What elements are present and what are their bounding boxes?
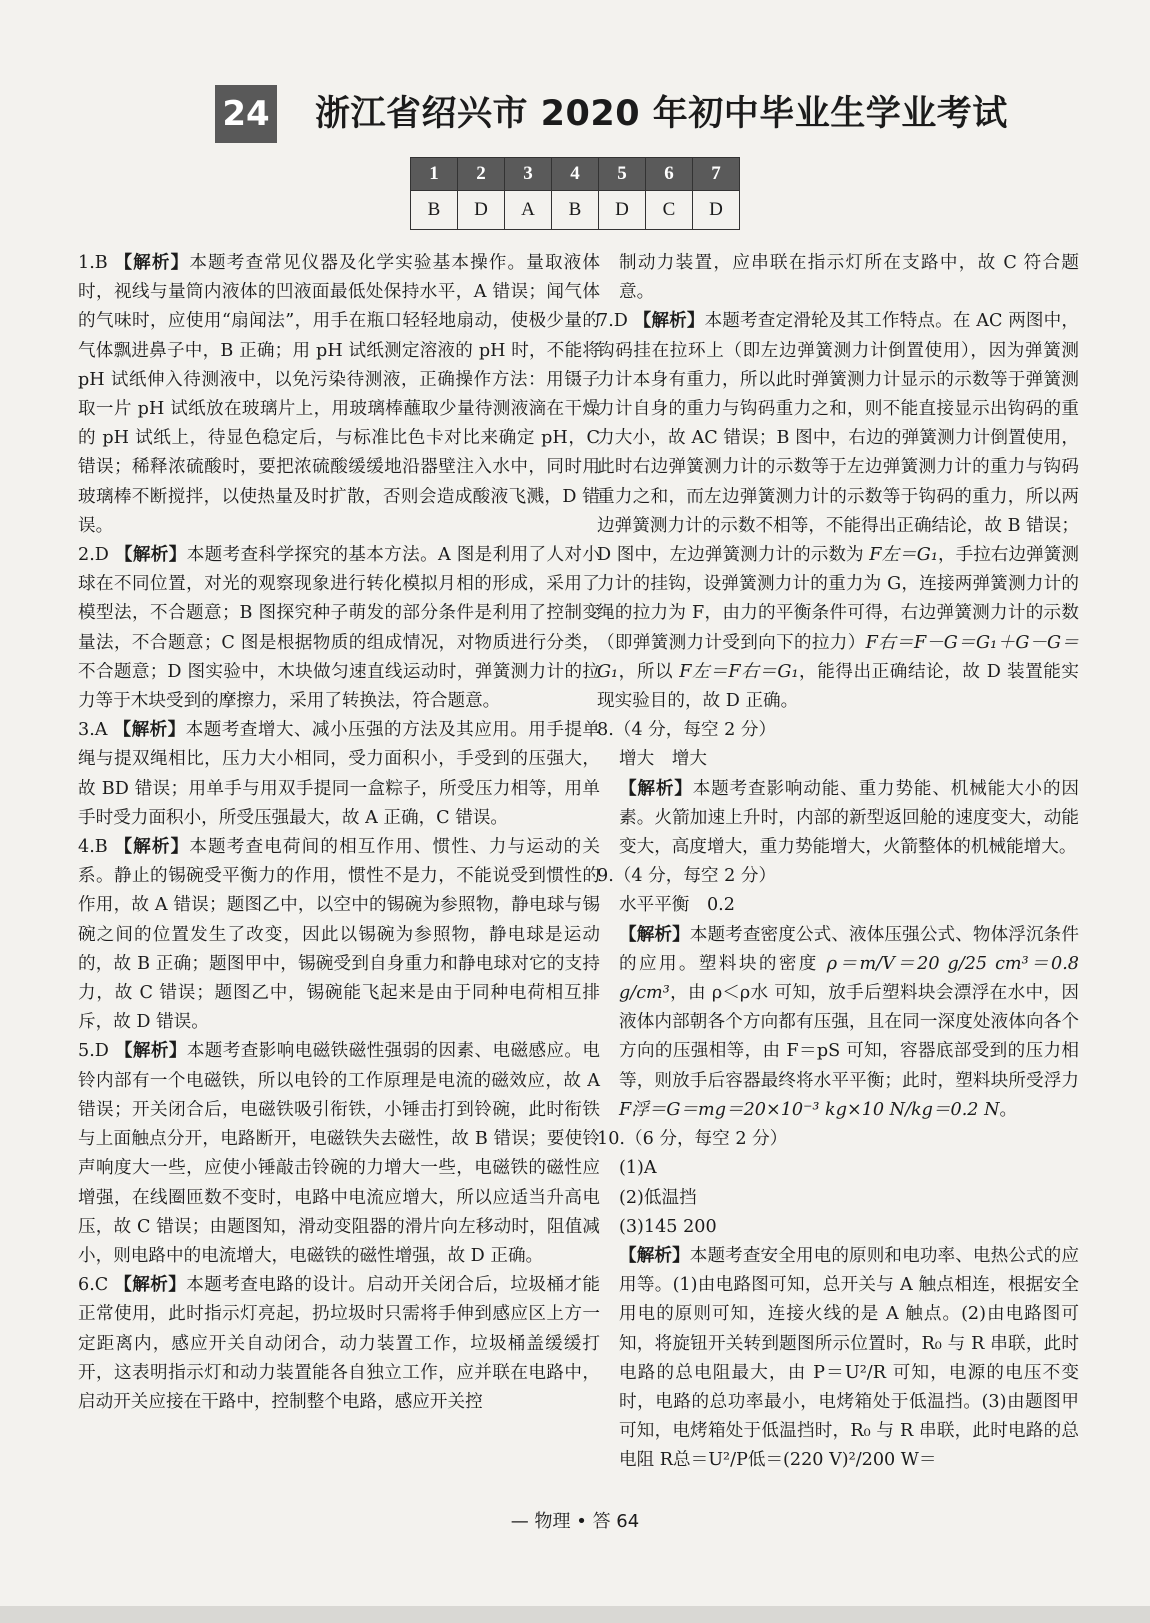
question-number: 4: [552, 158, 599, 191]
item-answer-line: (1)A: [619, 1158, 657, 1179]
analysis-text: 。: [999, 1099, 1018, 1120]
item-answer-line: (3)145 200: [619, 1216, 717, 1237]
analysis-text: 本题考查影响电磁铁磁性强弱的因素、电磁感应。电铃内部有一个电磁铁，所以电铃的工作原理是电流的磁效应，故 A 错误；开关闭合后，电磁铁吸引衔铁，小锤击打到铃碗，此时衔铁与上面触点分开，电路断开，电磁铁失去磁性，故 B 错误；要使铃声响度大一些，应使小锤敲击铃碗的力增大一些，电磁铁的磁性应增强，在线圈匝数不变时，电路中电流应增大，所以应适当升高电压，故 C 错误；由题图知，滑动变阻器的滑片向左移动时，阻值减小，则电路中的电流增大，电磁铁的磁性增强，故 D 正确。: [78, 1041, 600, 1266]
analysis-tag: 【解析】: [113, 720, 186, 741]
analysis-text: 本题考查科学探究的基本方法。A 图是利用了人对小球在不同位置，对光的观察现象进行转化模拟月相的形成，采用了模型法，不合题意；B 图探究种子萌发的部分条件是利用了控制变量法，不合题意；C 图是根据物质的组成情况，对物质进行分类，不合题意；D 图实验中，木块做匀速直线运动时，弹簧测力计的拉力等于木块受到的摩擦力，采用了转换法，符合题意。: [78, 545, 600, 712]
analysis-text: 本题考查安全用电的原则和电功率、电热公式的应用等。(1)由电路图可知，总开关与 A 触点相连，根据安全用电的原则可知，连接火线的是 A 触点。(2)由电路图可知，将旋钮开关转到题图所示位置时，R₀ 与 R 串联，此时电路的总电阻最大，由 P＝U²/R 可知，电源的电压不变时，电路的总功率最小，电烤箱处于低温挡。(3)由题图甲可知，电烤箱处于低温挡时，R₀ 与 R 串联，此时电路的总电阻 R总＝U²/P低＝(220 V)²/200 W＝: [619, 1245, 1079, 1471]
item-number: 1.: [78, 253, 95, 273]
answer-table-answer-row: [411, 191, 740, 230]
question-number: 1: [411, 158, 458, 191]
analysis-text: 本题考查常见仪器及化学实验基本操作。量取液体时，视线与量筒内液体的凹液面最低处保持水平，A 错误；闻气体的气味时，应使用“扇闻法”，用手在瓶口轻轻地扇动，使极少量的气体飘进鼻子中，B 正确；用 pH 试纸测定溶液的 pH 时，不能将 pH 试纸伸入待测液中，以免污染待测液，正确操作方法：用镊子取一片 pH 试纸放在玻璃片上，用玻璃棒蘸取少量待测液滴在干燥的 pH 试纸上，待显色稳定后，与标准比色卡对比来确定 pH，C 错误；稀释浓硫酸时，要把浓硫酸缓缓地沿器壁注入水中，同时用玻璃棒不断搅拌，以使热量及时扩散，否则会造成酸液飞溅，D 错误。: [78, 253, 600, 536]
analysis-text: ，所以: [618, 661, 680, 682]
formula-f-equal: F左＝F右＝G₁: [679, 661, 799, 682]
analysis-tag: 【解析】: [619, 1245, 690, 1266]
answer-cell: D: [458, 191, 505, 230]
answer-item-1: [78, 249, 600, 541]
formula-density: ρ＝m/V＝20 g/25 cm³＝0.8 g/cm³: [619, 953, 1079, 1004]
analysis-tag: 【解析】: [114, 1041, 187, 1062]
answer-table: [410, 157, 740, 230]
item-answer: B: [94, 253, 115, 273]
item-score: （4 分，每空 2 分）: [613, 866, 777, 887]
question-number: 5: [599, 158, 646, 191]
analysis-tag: 【解析】: [114, 545, 187, 566]
analysis-text: 本题考查影响动能、重力势能、机械能大小的因素。火箭加速上升时，内部的新型返回舱的速度变大，动能变大，高度增大，重力势能增大，火箭整体的机械能增大。: [619, 778, 1079, 858]
analysis-text: 本题考查电荷间的相互作用、惯性、力与运动的关系。静止的锡碗受平衡力的作用，惯性不是力，不能说受到惯性的作用，故 A 错误；题图乙中，以空中的锡碗为参照物，静电球与锡碗之间的位置发生了改变，因此以锡碗为参照物，静电球是运动的，故 B 正确；题图甲中，锡碗受到自身重力和静电球对它的支持力，故 C 错误；题图乙中，锡碗能飞起来是由于同种电荷相互排斥，故 D 错误。: [78, 837, 600, 1033]
answer-cell: A: [505, 191, 552, 230]
analysis-tag: 【解析】: [114, 837, 190, 858]
scan-edge: [0, 1606, 1150, 1623]
item-score: （4 分，每空 2 分）: [613, 720, 777, 741]
answer-item-10: [597, 1125, 1079, 1154]
analysis-text: 本题考查密度公式、液体压强公式、物体浮沉条件的应用。塑料块的密度: [619, 924, 1079, 974]
right-column: [597, 249, 1079, 1476]
analysis-tag: 【解析】: [114, 1275, 187, 1296]
analysis-text: 本题考查电路的设计。启动开关闭合后，垃圾桶才能正常使用，此时指示灯亮起，扔垃圾时只需将手伸到感应区上方一定距离内，感应开关自动闭合，动力装置工作，垃圾桶盖缓缓打开，这表明指示灯和动力装置能各自独立工作，应并联在电路中，启动开关应接在干路中，控制整个电路，感应开关控: [78, 1275, 600, 1412]
analysis-text: 本题考查定滑轮及其工作特点。在 AC 两图中，钩码挂在拉环上（即左边弹簧测力计倒置使用），因为弹簧测力计本身有重力，所以此时弹簧测力计显示的示数等于弹簧测力计自身的重力与钩码重力之和，则不能直接显示出钩码的重力大小，故 AC 错误；B 图中，右边的弹簧测力计倒置使用，此时右边弹簧测力计的示数等于左边弹簧测力计的重力与钩码重力之和，而左边弹簧测力计的示数等于钩码的重力，所以两边弹簧测力计的示数不相等，不能得出正确结论，故 B 错误；D 图中，左边弹簧测力计的示数为: [597, 311, 1079, 566]
analysis-text: ，由 ρ＜ρ水 可知，放手后塑料块会漂浮在水中，因液体内部朝各个方向都有压强，且在同一深度处液体向各个方向的压强相等，由 F＝pS 可知，容器底部受到的压力相等，则放手后容器最终将水平平衡；此时，塑料块所受浮力: [619, 983, 1079, 1091]
answer-item-9-analysis: [597, 921, 1079, 1125]
answer-item-10-analysis: [597, 1242, 1079, 1476]
item-answer: B: [94, 837, 115, 858]
formula-f-left: F左＝G₁: [869, 545, 938, 566]
answer-item-8: [597, 716, 1079, 745]
answer-item-6-continued: 制动力装置，应串联在指示灯所在支路中，故 C 符合题意。: [619, 253, 1079, 303]
answer-cell: B: [411, 191, 458, 230]
left-column: [78, 249, 600, 1417]
answer-cell: D: [693, 191, 740, 230]
answer-item-4: [78, 833, 600, 1037]
item-answer: D: [94, 545, 115, 566]
answer-item-8-analysis: [597, 775, 1079, 863]
page-footer: — 物理 • 答 64: [510, 1511, 640, 1532]
item-number: 8.: [597, 720, 614, 741]
item-answer: D: [613, 311, 634, 332]
formula-f-right: F右＝F－G＝G₁＋G－G＝G₁: [597, 632, 1079, 682]
analysis-tag: 【解析】: [633, 311, 705, 332]
answer-item-9: [597, 862, 1079, 891]
item-number: 9.: [597, 866, 614, 887]
item-answer: D: [94, 1041, 115, 1062]
answer-table-header-row: [411, 158, 740, 191]
item-number: 2.: [78, 545, 95, 566]
formula-buoyancy: F浮＝G＝mg＝20×10⁻³ kg×10 N/kg＝0.2 N: [619, 1099, 1000, 1120]
answer-item-3: [78, 716, 600, 833]
answer-cell: D: [599, 191, 646, 230]
section-number: 24: [215, 85, 277, 143]
item-answer: C: [94, 1275, 115, 1296]
question-number: 2: [458, 158, 505, 191]
item-answer-line: 水平平衡 0.2: [619, 895, 735, 916]
analysis-text: ，手拉右边弹簧测力计的挂钩，设弹簧测力计的重力为 G，连接两弹簧测力计的绳的拉力为 F，由力的平衡条件可得，右边弹簧测力计的示数（即弹簧测力计受到向下的拉力）: [597, 545, 1079, 653]
item-answer-line: (2)低温挡: [619, 1187, 697, 1208]
item-answer-line: 增大 增大: [619, 749, 707, 770]
item-number: 3.: [78, 720, 95, 741]
item-number: 7.: [597, 311, 614, 332]
answer-item-2: [78, 541, 600, 716]
analysis-tag: 【解析】: [619, 924, 690, 945]
question-number: 3: [505, 158, 552, 191]
answer-item-6: [78, 1271, 600, 1417]
item-score: （6 分，每空 2 分）: [624, 1129, 788, 1150]
item-number: 5.: [78, 1041, 95, 1062]
answer-item-5: [78, 1037, 600, 1271]
analysis-tag: 【解析】: [114, 253, 190, 273]
item-number: 6.: [78, 1275, 95, 1296]
answer-cell: B: [552, 191, 599, 230]
analysis-text: ，能得出正确结论，故 D 装置能实现实验目的，故 D 正确。: [597, 661, 1079, 712]
question-number: 7: [693, 158, 740, 191]
answer-item-7: [597, 307, 1079, 716]
analysis-text: 本题考查增大、减小压强的方法及其应用。用手提单绳与提双绳相比，压力大小相同，受力面积小，手受到的压强大，故 BD 错误；用单手与用双手提同一盒粽子，所受压力相等，用单手时受力面积小，所受压强最大，故 A 正确，C 错误。: [78, 720, 600, 828]
item-number: 10.: [597, 1129, 625, 1150]
page-title: 浙江省绍兴市 2020 年初中毕业生学业考试: [315, 94, 1008, 134]
answer-cell: C: [646, 191, 693, 230]
item-answer: A: [94, 720, 114, 741]
question-number: 6: [646, 158, 693, 191]
analysis-tag: 【解析】: [619, 778, 693, 799]
item-number: 4.: [78, 837, 95, 858]
